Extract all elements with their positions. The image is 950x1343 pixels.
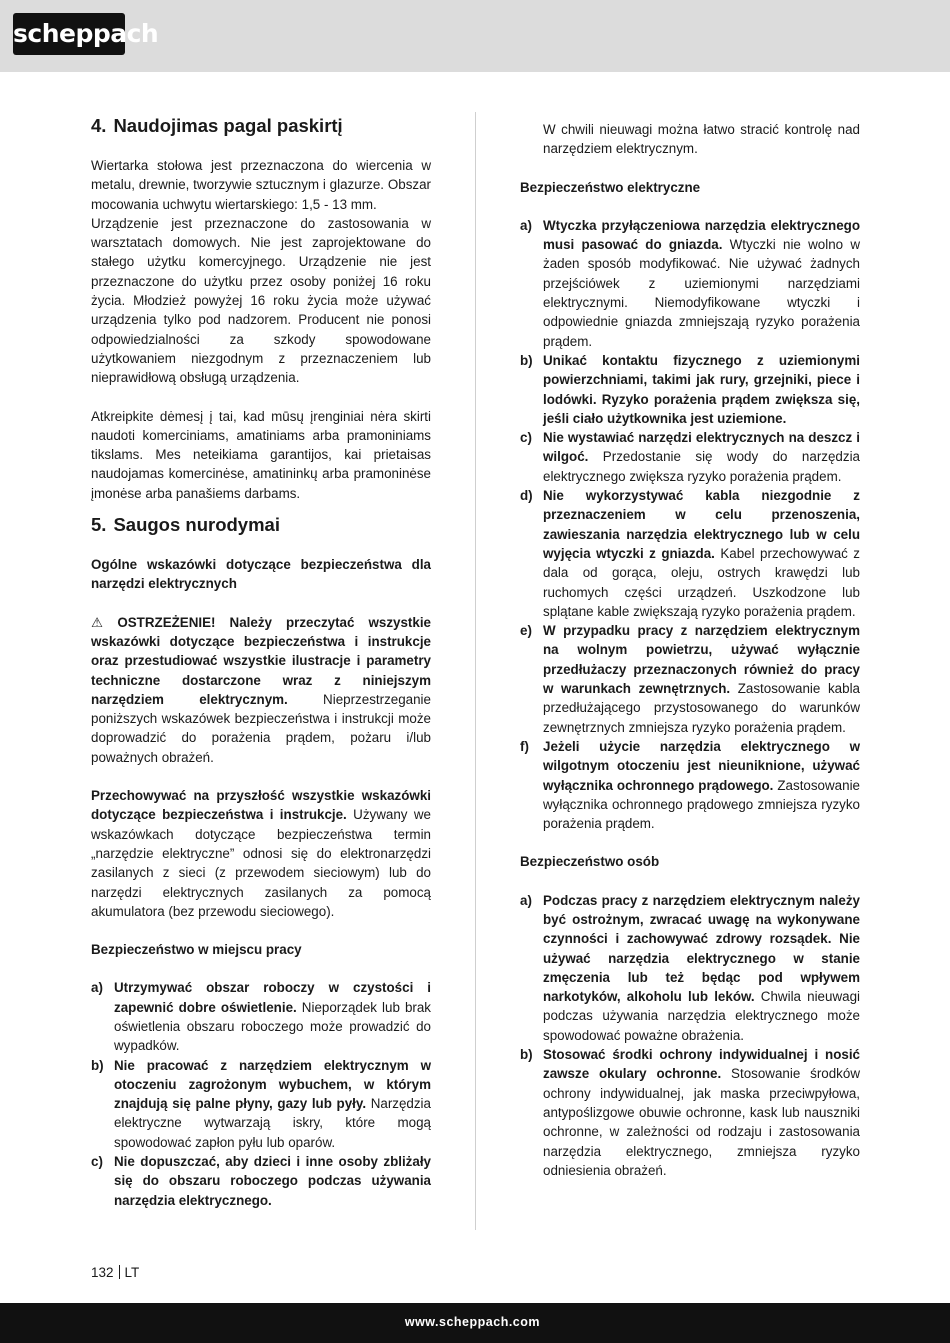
section-4-title: Naudojimas pagal paskirtį xyxy=(113,115,343,136)
list-item xyxy=(91,978,431,1055)
list-item-bold: Nie wykorzystywać kabla niezgodnie z przeznaczeniem w celu przenoszenia, zawieszania narzędzia elektrycznego lub w celu wyjęcia wtyczki z gniazda. xyxy=(543,488,860,561)
page-number-value: 132 xyxy=(91,1265,114,1280)
list-item-bold: W przypadku pracy z narzędziem elektrycznym na wolnym powietrzu, używać wyłącznie przedłużaczy przeznaczonych również do pracy w warunkach zewnętrznych. xyxy=(543,623,860,697)
list-item xyxy=(520,216,860,351)
keep-instructions-text: Używany we wskazówkach dotyczące bezpieczeństwa termin „narzędzie elektryczne” odnosi się do elektronarzędzi zasilanych z sieci (z przewodem sieciowym) lub do narzędzi elektrycznych zasilanych za pomocą akumulatora (bez przewodu sieciowego). xyxy=(91,807,431,919)
workplace-safety-heading: Bezpieczeństwo w miejscu pracy xyxy=(91,942,302,958)
page-number-separator xyxy=(119,1265,120,1279)
list-item-text: Zastosowanie wyłącznika ochronnego prądowego zmniejsza ryzyko porażenia prądem. xyxy=(543,777,860,832)
list-item-text: Kabel przechowywać z dala od gorąca, oleju, ostrych krawędzi lub ruchomych części urządzeń. Uszkodzone lub splątane kable zwiększają ryzyko porażenia prądem. xyxy=(543,545,860,619)
list-item xyxy=(520,737,860,833)
list-item xyxy=(520,621,860,737)
list-item xyxy=(520,486,860,621)
list-item xyxy=(520,428,860,486)
list-item-text: Zastosowanie kabla przedłużającego przystosowanego do warunków zewnętrznych zmniejsza ryzyko porażenia prądem. xyxy=(543,681,860,735)
list-item xyxy=(91,1056,431,1152)
list-item-letter: e) xyxy=(520,623,532,639)
list-item-bold: Jeżeli użycie narzędzia elektrycznego w wilgotnym otoczeniu jest nieuniknione, używać wyłącznika ochronnego prądowego. xyxy=(543,738,860,793)
right-column xyxy=(520,120,860,1180)
list-item-letter: b) xyxy=(520,1047,533,1063)
list-item-bold: Stosować środki ochrony indywidualnej i nosić zawsze okulary ochronne. xyxy=(543,1047,860,1082)
header-band xyxy=(0,0,950,72)
list-item-text: Wtyczki nie wolno w żaden sposób modyfikować. Nie używać żadnych przejściówek z uziemionymi narzędziami elektrycznymi. Niemodyfikowane wtyczki i odpowiednie gniazda zmniejszają ryzyko porażenia prądem. xyxy=(543,237,860,349)
list-item xyxy=(520,891,860,1045)
general-safety-heading: Ogólne wskazówki dotyczące bezpieczeństwa dla narzędzi elektrycznych xyxy=(91,557,431,592)
footer-band xyxy=(0,1303,950,1343)
section-4-number: 4. xyxy=(91,115,107,136)
warning-bold-text: OSTRZEŻENIE! Należy przeczytać wszystkie wskazówki dotyczące bezpieczeństwa i instrukcje oraz przestudiować wszystkie ilustracje i parametry techniczne dostarczone wraz z niniejszym narzędziem elektrycznym. xyxy=(91,614,431,707)
list-item-letter: f) xyxy=(520,738,529,754)
column-divider xyxy=(475,112,476,1230)
list-item-letter: c) xyxy=(91,1154,103,1170)
list-item-letter: b) xyxy=(91,1057,104,1073)
list-item-letter: a) xyxy=(520,892,532,908)
brand-logo: scheppach xyxy=(13,13,125,55)
list-item-bold: Nie wystawiać narzędzi elektrycznych na deszcz i wilgoć. xyxy=(543,430,860,465)
list-item-letter: a) xyxy=(520,217,532,233)
list-item-letter: b) xyxy=(520,352,533,368)
footer-website-link[interactable]: www.scheppach.com xyxy=(404,1315,540,1329)
page-number xyxy=(91,1265,139,1280)
list-item-bold: Podczas pracy z narzędziem elektrycznym należy być ostrożnym, zwracać uwagę na wykonywane czynności i zachowywać zdrowy rozsądek. Nie używać narzędzia elektrycznego w stanie zmęczenia lub też będąc pod wpływem narkotyków, alkoholu lub leków. xyxy=(543,892,860,1005)
list-item-text: Przedostanie się wody do narzędzia elektrycznego zwiększa ryzyko porażenia prądem. xyxy=(543,449,860,484)
list-item-text: Nieporządek lub brak oświetlenia obszaru roboczego może prowadzić do wypadków. xyxy=(114,999,432,1054)
section-5-heading xyxy=(91,513,431,537)
list-item-text: Narzędzia elektryczne wytwarzają iskry, które mogą spowodować zapłon pyłu lub oparów. xyxy=(114,1096,431,1150)
list-item xyxy=(520,1045,860,1180)
personal-safety-heading: Bezpieczeństwo osób xyxy=(520,854,660,870)
list-item-letter: d) xyxy=(520,488,533,504)
intended-use-paragraph-1: Wiertarka stołowa jest przeznaczona do wiercenia w metalu, drewnie, tworzywie sztucznym i glazurze. Obszar mocowania uchwytu wiertarskiego: 1,5 - 13 mm. xyxy=(91,158,431,212)
section-5-number: 5. xyxy=(91,514,107,536)
electrical-safety-heading: Bezpieczeństwo elektryczne xyxy=(520,179,701,195)
list-item-bold: Unikać kontaktu fizycznego z uziemionymi powierzchniami, takimi jak rury, grzejniki, piece i lodówki. Ryzyko porażenia prądem zwiększa się, jeśli ciało użytkownika jest uziemione. xyxy=(543,352,860,426)
language-code: LT xyxy=(124,1265,140,1280)
list-item xyxy=(91,1152,431,1210)
warning-paragraph xyxy=(91,613,431,767)
section-4-heading xyxy=(91,114,431,138)
left-column xyxy=(91,114,431,1210)
keep-instructions-bold: Przechowywać na przyszłość wszystkie wskazówki dotyczące bezpieczeństwa i instrukcje. xyxy=(91,788,431,823)
list-item-bold: Utrzymywać obszar roboczy w czystości i zapewnić dobre oświetlenie. xyxy=(114,980,431,1015)
continued-paragraph: W chwili nieuwagi można łatwo stracić kontrolę nad narzędziem elektrycznym. xyxy=(543,122,860,157)
warning-triangle-icon: ⚠ xyxy=(91,614,114,630)
list-item-text: Stosowanie środków ochrony indywidualnej, jak maska przeciwpyłowa, antypoślizgowe obuwie ochronne, kask lub nauszniki ochronne, w zależności od rodzaju i zastosowania narzędzia elektrycznego, zmniejsza ryzyko odniesienia obrażeń. xyxy=(543,1066,860,1178)
warning-text: Nieprzestrzeganie poniższych wskazówek bezpieczeństwa i instrukcji może doprowadzić do porażenia prądem, pożaru i/lub poważnych obrażeń. xyxy=(91,691,431,765)
section-5-title: Saugos nurodymai xyxy=(113,514,280,536)
list-item-bold: Nie dopuszczać, aby dzieci i inne osoby zbliżały się do obszaru roboczego podczas używania narzędzia elektrycznego. xyxy=(114,1154,431,1208)
list-item-bold: Wtyczka przyłączeniowa narzędzia elektrycznego musi pasować do gniazda. xyxy=(543,217,860,253)
electrical-safety-list xyxy=(520,216,860,834)
list-item-letter: c) xyxy=(520,430,532,446)
list-item-letter: a) xyxy=(91,980,103,996)
personal-safety-list xyxy=(520,891,860,1180)
list-item xyxy=(520,351,860,428)
list-item-bold: Nie pracować z narzędziem elektrycznym w otoczeniu zagrożonym wybuchem, w którym znajdują się palne płyny, gazy lub pyły. xyxy=(114,1057,431,1112)
list-item-text: Chwila nieuwagi podczas używania narzędzia elektrycznego może spowodować poważne obrażenia. xyxy=(543,989,860,1043)
intended-use-paragraph-2: Urządzenie jest przeznaczone do zastosowania w warsztatach domowych. Nie jest zaprojektowane do stałego użytku komercyjnego. Urządzenie nie jest przeznaczone do użytku przez osoby poniżej 16 roku życia. Młodzież powyżej 16 roku życia może używać urządzenia tylko pod nadzorem. Producent nie ponosi odpowiedzialności za szkody spowodowane użytkowaniem niezgodnym z przeznaczeniem lub nieprawidłową obsługą urządzenia. xyxy=(91,215,431,386)
intended-use-paragraph-3: Atkreipkite dėmesį į tai, kad mūsų įrenginiai nėra skirti naudoti komerciniams, amatiniams arba pramoniniams tikslams. Mes neteikiama garantijos, kai prietaisas naudojamas komercinėse, amatininkų arba pramoninėse įmonėse arba panašiems darbams. xyxy=(91,408,431,501)
keep-instructions-paragraph xyxy=(91,786,431,921)
workplace-safety-list xyxy=(91,978,431,1210)
